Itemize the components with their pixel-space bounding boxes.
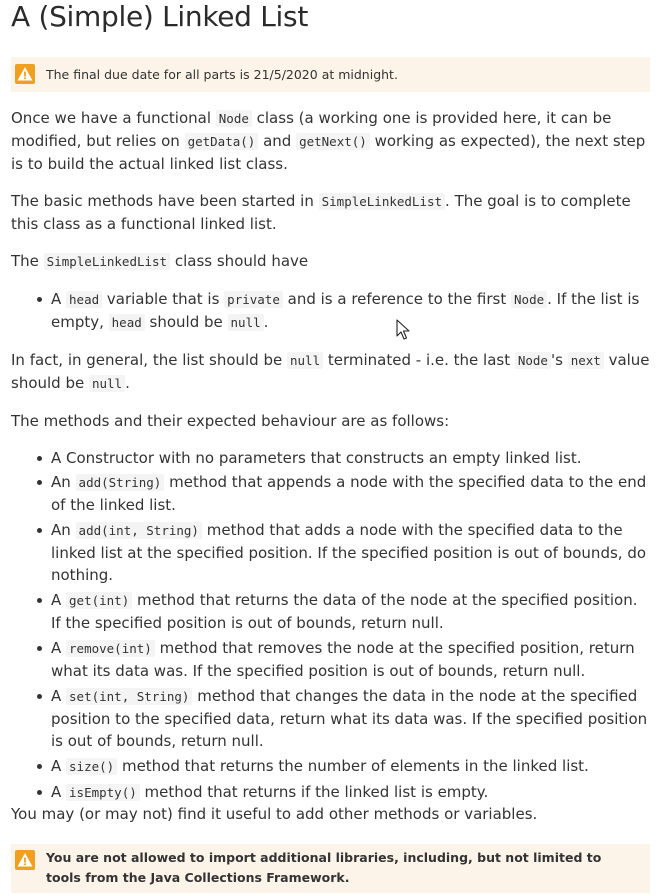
warning-icon bbox=[15, 64, 35, 84]
other-methods-paragraph: You may (or may not) find it useful to add other methods or variables. bbox=[11, 805, 538, 823]
page-title: A (Simple) Linked List bbox=[11, 0, 308, 33]
list-item-isempty: A isEmpty() method that returns if the linked list is empty. bbox=[11, 781, 651, 804]
list-item-get: A get(int) method that returns the data of the node at the specified position. If the specified position is out of bounds, return null. bbox=[11, 589, 651, 634]
list-item-size: A size() method that returns the number of elements in the linked list. bbox=[11, 755, 651, 778]
code-getnext: getNext() bbox=[296, 133, 370, 150]
list-item-set: A set(int, String) method that changes the data in the node at the specified position to the specified data, return what its data was. If the specified position is out of bounds, return null. bbox=[11, 685, 651, 752]
code-simplelinkedlist: SimpleLinkedList bbox=[44, 253, 170, 270]
warning-icon bbox=[15, 850, 35, 870]
methods-list bbox=[11, 447, 651, 804]
mouse-cursor-icon bbox=[396, 319, 410, 341]
import-restriction-text: You are not allowed to import additional libraries, including, but not limited to tools from the Java Collections Framework. bbox=[46, 850, 602, 885]
requirements-list bbox=[11, 288, 651, 334]
due-date-text: The final due date for all parts is 21/5/2020 at midnight. bbox=[46, 67, 398, 82]
list-item-head: A head variable that is private and is a reference to the first Node . If the list is empty, head should be null . bbox=[11, 288, 651, 334]
intro-paragraph: Once we have a functional Node class (a working one is provided here, it can be modified, but relies on getData() and getNext() working as expected), the next step is to build the actual linked list class. bbox=[11, 109, 646, 173]
null-terminated-paragraph: In fact, in general, the list should be null terminated - i.e. the last Node 's next value should be null . bbox=[11, 351, 650, 392]
list-item-add-int-string: An add(int, String) method that adds a node with the specified data to the linked list at the specified position. If the specified position is out of bounds, do nothing. bbox=[11, 519, 651, 586]
code-node: Node bbox=[216, 110, 252, 127]
list-item-add-string: An add(String) method that appends a node with the specified data to the end of the linked list. bbox=[11, 471, 651, 516]
due-date-notice bbox=[11, 57, 650, 92]
basic-methods-paragraph: The basic methods have been started in SimpleLinkedList . The goal is to complete this class as a functional linked list. bbox=[11, 192, 631, 233]
import-restriction-notice bbox=[11, 844, 650, 893]
list-item-constructor: A Constructor with no parameters that constructs an empty linked list. bbox=[11, 447, 651, 469]
code-getdata: getData() bbox=[185, 133, 259, 150]
methods-intro: The methods and their expected behaviour are as follows: bbox=[11, 412, 450, 430]
code-simplelinkedlist: SimpleLinkedList bbox=[319, 193, 445, 210]
should-have-paragraph: The SimpleLinkedList class should have bbox=[11, 252, 309, 270]
list-item-remove: A remove(int) method that removes the node at the specified position, return what its data was. If the specified position is out of bounds, return null. bbox=[11, 637, 651, 682]
